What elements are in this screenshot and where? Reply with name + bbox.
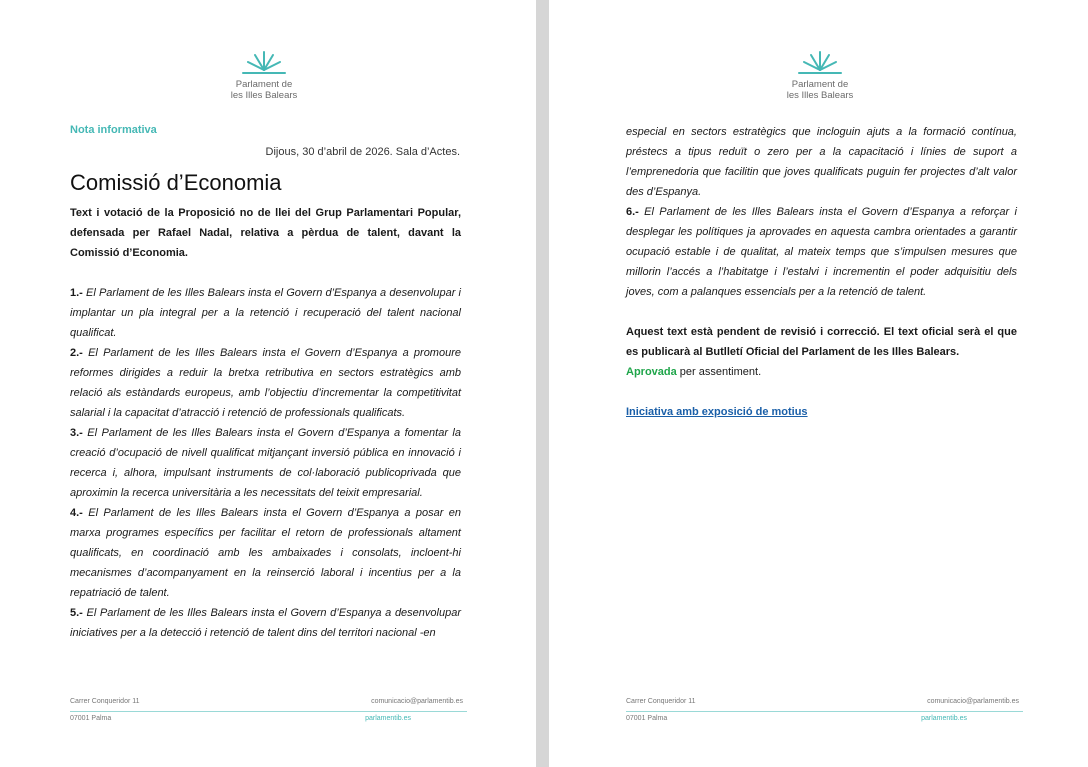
- nota-informativa-label: Nota informativa: [70, 124, 157, 136]
- point-number: 5.-: [70, 607, 83, 619]
- parlament-logo: [204, 50, 324, 101]
- logo-line-1: Parlament de: [791, 79, 849, 90]
- point-6[interactable]: [626, 202, 1017, 302]
- page-footer: [626, 697, 1023, 724]
- document-page-1: [0, 0, 536, 767]
- pending-review-note: Aquest text està pendent de revisió i correcció. El text oficial serà el que es publicarà al Butlletí Oficial del Parlament de les Illes Balears.: [626, 326, 1017, 358]
- point-5[interactable]: [70, 603, 461, 643]
- footer-city: 07001 Palma: [626, 715, 668, 722]
- point-text: El Parlament de les Illes Balears insta el Govern d’Espanya a desenvolupar iniciatives per a la detecció i retenció de talent dins del territori nacional -en: [70, 607, 461, 639]
- footer-address: Carrer Conqueridor 11: [626, 698, 696, 705]
- footer-divider: [70, 711, 467, 712]
- point-text: El Parlament de les Illes Balears insta el Govern d’Espanya a posar en marxa programes específics per facilitar el retorn de professionals altament qualificats, en coordinació amb les ambaixades i consolats, incloent-hi mecanismes d’acompanyament en la reinserció laboral i incentius per a la repatriació de talent.: [70, 507, 461, 599]
- initiative-link[interactable]: Iniciativa amb exposició de motius: [626, 406, 808, 418]
- footer-divider: [626, 711, 1023, 712]
- point-3[interactable]: [70, 423, 461, 503]
- point-number: 6.-: [626, 206, 639, 218]
- document-page-2: [549, 0, 1088, 767]
- page2-content: [626, 122, 1017, 422]
- date-location: Dijous, 30 d’abril de 2026. Sala d’Actes.: [265, 146, 460, 158]
- sunburst-logo-icon: [795, 50, 845, 76]
- footer-website[interactable]: parlamentib.es: [921, 715, 967, 722]
- summary-text: Text i votació de la Proposició no de llei del Grup Parlamentari Popular, defensada per Rafael Nadal, relativa a pèrdua de talent, davant la Comissió d’Economia.: [70, 207, 461, 259]
- logo-line-1: Parlament de: [235, 79, 293, 90]
- points-list: [70, 283, 461, 643]
- point-5-continuation[interactable]: especial en sectors estratègics que incloguin ajuts a la formació contínua, préstecs a tipus reduït o zero per a la capacitació i línies de suport a l’emprenedoria que facilitin que joves qualificats puguin fer projectes d’alt valor des d’Espanya.: [626, 126, 1017, 198]
- point-1[interactable]: [70, 283, 461, 343]
- footer-address: Carrer Conqueridor 11: [70, 698, 140, 705]
- approval-status: [626, 362, 1017, 382]
- footer-email[interactable]: comunicacio@parlamentib.es: [371, 698, 463, 705]
- logo-line-2: les Illes Balears: [230, 90, 298, 101]
- footer-city: 07001 Palma: [70, 715, 112, 722]
- point-2[interactable]: [70, 343, 461, 423]
- point-number: 1.-: [70, 287, 83, 299]
- parlament-logo: [760, 50, 880, 101]
- footer-website[interactable]: parlamentib.es: [365, 715, 411, 722]
- point-number: 2.-: [70, 347, 83, 359]
- point-text: El Parlament de les Illes Balears insta el Govern d’Espanya a promoure reformes dirigides a reduir la bretxa retributiva en sectors estratègics amb relació als estàndards europeus, amb l’objectiu d’incrementar la competitivitat salarial i la capacitat d’atracció i retenció de professionals qualificats.: [70, 347, 461, 419]
- approved-label: Aprovada: [626, 366, 677, 378]
- spacer: [626, 382, 1017, 402]
- footer-email[interactable]: comunicacio@parlamentib.es: [927, 698, 1019, 705]
- point-text: El Parlament de les Illes Balears insta el Govern d’Espanya a fomentar la creació d’ocupació de nivell qualificat mitjançant inversió pública en innovació i recerca i, alhora, impulsant instruments de col·laboració publicoprivada que aproximin la recerca universitària a les necessitats del teixit empresarial.: [70, 427, 461, 499]
- spacer: [626, 302, 1017, 322]
- page-title: Comissió d’Economia: [70, 170, 282, 195]
- sunburst-logo-icon: [239, 50, 289, 76]
- page-gutter: [536, 0, 549, 767]
- point-4[interactable]: [70, 503, 461, 603]
- point-number: 4.-: [70, 507, 83, 519]
- page-footer: [70, 697, 467, 724]
- logo-line-2: les Illes Balears: [786, 90, 854, 101]
- point-text: El Parlament de les Illes Balears insta el Govern d’Espanya a reforçar i desplegar les polítiques ja aprovades en aquesta cambra orientades a garantir ocupació estable i de qualitat, al mateix temps que s’impulsen mesures que millorin l’accés a l’habitatge i l’estalvi i incrementin el poder adquisitiu dels joves, com a palanques essencials per a la retenció de talent.: [626, 206, 1017, 298]
- point-number: 3.-: [70, 427, 83, 439]
- approved-detail: per assentiment.: [676, 366, 762, 378]
- point-text: El Parlament de les Illes Balears insta el Govern d’Espanya a desenvolupar i implantar un pla integral per a la retenció i recuperació del talent nacional qualificat.: [70, 287, 461, 339]
